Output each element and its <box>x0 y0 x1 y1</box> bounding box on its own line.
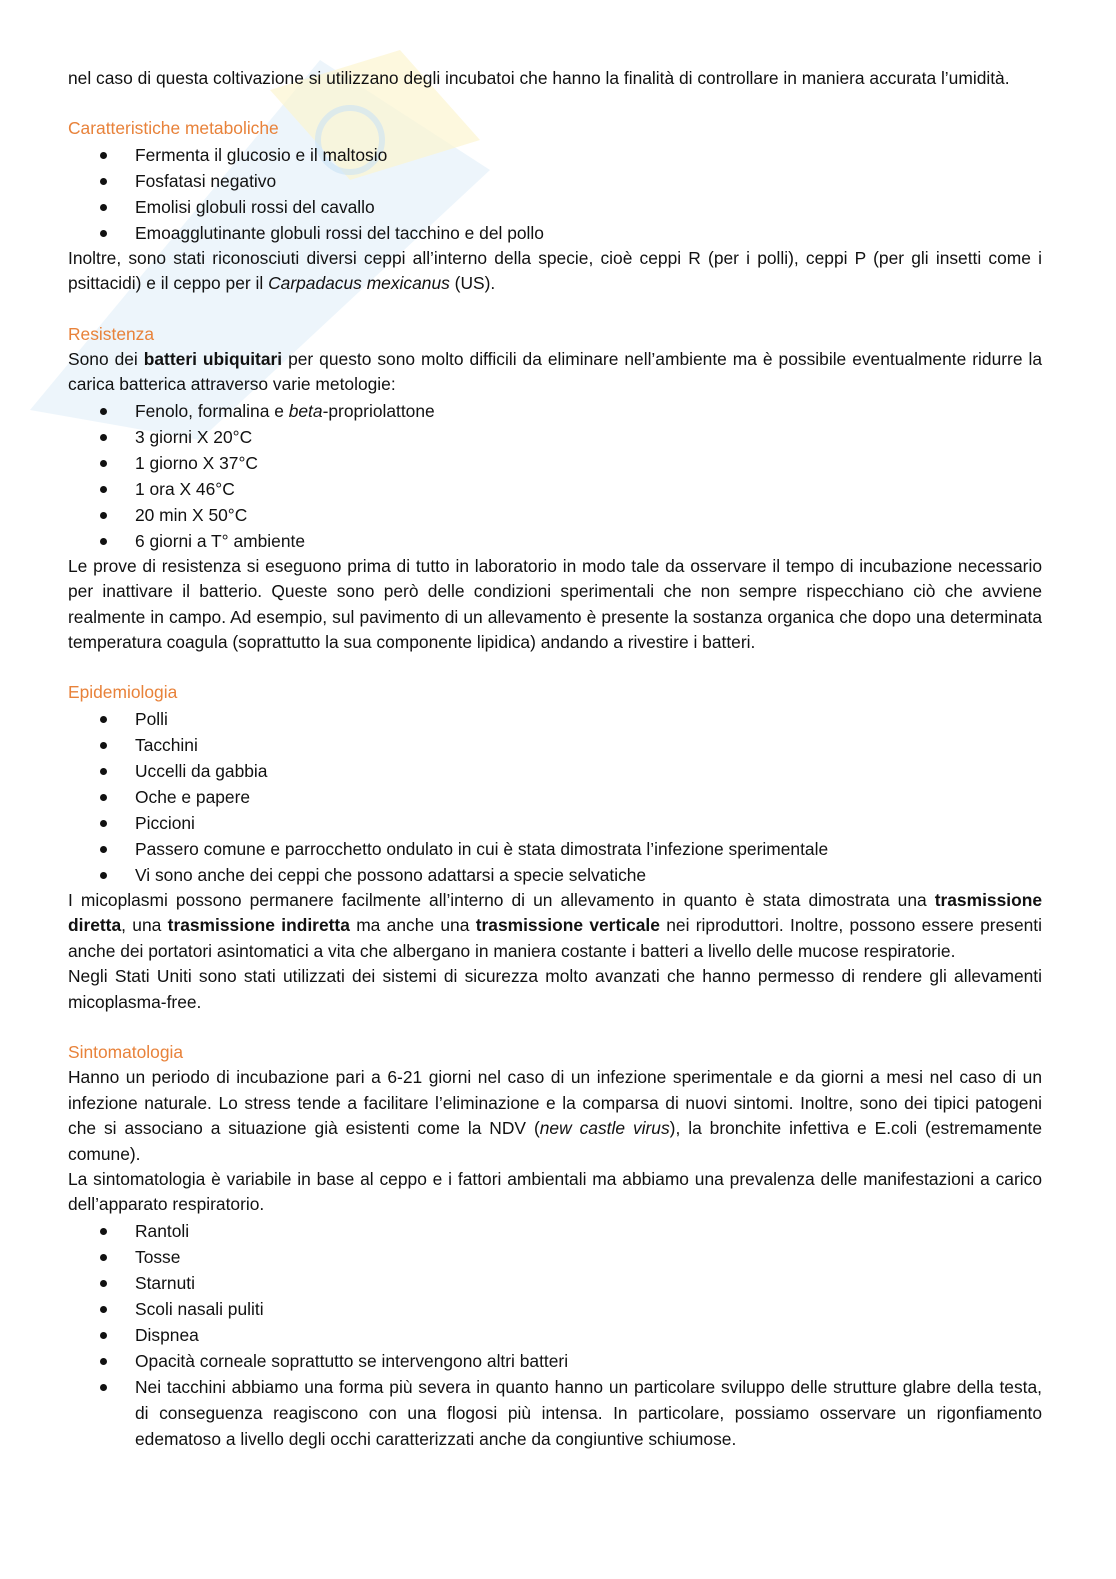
bullet-icon <box>100 820 107 827</box>
bullet-icon <box>100 486 107 493</box>
list-item: Nei tacchini abbiamo una forma più severa in quanto hanno un particolare sviluppo delle strutture glabre della testa, di conseguenza reagiscono con una flogosi più intensa. In particolare, possiamo osservare un rigonfiamento edematoso a livello degli occhi caratterizzati anche da congiuntive schiumose. <box>68 1374 1042 1452</box>
list-item: Uccelli da gabbia <box>68 758 1042 784</box>
bullet-icon <box>100 178 107 185</box>
bullet-icon <box>100 538 107 545</box>
transmission-paragraph: I micoplasmi possono permanere facilmente all’interno di un allevamento in quanto è stata dimostrata una trasmissione diretta, una trasmissione indiretta ma anche una trasmissione verticale nei riproduttori. Inoltre, possono essere presenti anche dei portatori asintomatici a vita che albergano in maniera costante i batteri a livello delle mucose respiratorie. <box>68 889 1042 961</box>
list-item: Fenolo, formalina e beta-propriolattone <box>68 398 1042 424</box>
bullet-icon <box>100 1384 107 1391</box>
incubation-paragraph: Hanno un periodo di incubazione pari a 6-21 giorni nel caso di un infezione sperimentale e da giorni a mesi nel caso di un infezione naturale. Lo stress tende a facilitare l’eliminazione e la comparsa di nuovi sintomi. Inoltre, sono dei tipici patogeni che si associano a situazione già esistenti come la NDV (new castle virus), la bronchite infettiva e E.coli (estremamente comune). <box>68 1067 1042 1164</box>
list-item: Fermenta il glucosio e il maltosio <box>68 142 1042 168</box>
list-item: Tacchini <box>68 732 1042 758</box>
list-item: Vi sono anche dei ceppi che possono adattarsi a specie selvatiche <box>68 862 1042 888</box>
bullet-icon <box>100 408 107 415</box>
list-item: Dispnea <box>68 1322 1042 1348</box>
list-item: Piccioni <box>68 810 1042 836</box>
bullet-icon <box>100 152 107 159</box>
list-item: Scoli nasali puliti <box>68 1296 1042 1322</box>
heading-metabolic: Caratteristiche metaboliche <box>68 118 279 139</box>
bullet-icon <box>100 434 107 441</box>
heading-symptoms: Sintomatologia <box>68 1041 184 1062</box>
bullet-icon <box>100 872 107 879</box>
list-item: 1 ora X 46°C <box>68 476 1042 502</box>
bullet-icon <box>100 512 107 519</box>
strains-paragraph: Inoltre, sono stati riconosciuti diversi ceppi all’interno della specie, cioè ceppi R (per i polli), ceppi P (per gli insetti come i psittacidi) e il ceppo per il Carpadacus mexicanus (US). <box>68 247 1042 294</box>
list-item: Oche e papere <box>68 784 1042 810</box>
list-item: 1 giorno X 37°C <box>68 450 1042 476</box>
bullet-icon <box>100 846 107 853</box>
bullet-icon <box>100 768 107 775</box>
bullet-icon <box>100 1228 107 1235</box>
heading-epidemiology: Epidemiologia <box>68 682 178 703</box>
bullet-icon <box>100 1332 107 1339</box>
usa-paragraph: Negli Stati Uniti sono stati utilizzati dei sistemi di sicurezza molto avanzati che hanno permesso di rendere gli allevamenti micoplasma-free. <box>68 966 1042 1012</box>
bullet-icon <box>100 1254 107 1261</box>
list-item: Passero comune e parrocchetto ondulato in cui è stata dimostrata l’infezione sperimentale <box>68 836 1042 862</box>
bullet-icon <box>100 742 107 749</box>
symptoms-paragraph: La sintomatologia è variabile in base al ceppo e i fattori ambientali ma abbiamo una prevalenza delle manifestazioni a carico dell’apparato respiratorio. <box>68 1168 1042 1215</box>
bullet-icon <box>100 1306 107 1313</box>
list-item: Emolisi globuli rossi del cavallo <box>68 194 1042 220</box>
bullet-icon <box>100 716 107 723</box>
bullet-icon <box>100 794 107 801</box>
list-item: Fosfatasi negativo <box>68 168 1042 194</box>
list-item: 20 min X 50°C <box>68 502 1042 528</box>
symptoms-list <box>68 1218 1042 1452</box>
list-item: Opacità corneale soprattutto se intervengono altri batteri <box>68 1348 1042 1374</box>
intro-paragraph: nel caso di questa coltivazione si utilizzano degli incubatoi che hanno la finalità di controllare in maniera accurata l’umidità. <box>68 68 1010 88</box>
heading-resistance: Resistenza <box>68 323 155 344</box>
bullet-icon <box>100 204 107 211</box>
epidemiology-list <box>68 706 1042 888</box>
resistance-intro: Sono dei batteri ubiquitari per questo sono molto difficili da eliminare nell’ambiente ma è possibile eventualmente ridurre la carica batterica attraverso varie metologie: <box>68 349 1042 395</box>
bullet-icon <box>100 230 107 237</box>
bullet-icon <box>100 1358 107 1365</box>
resistance-list <box>68 398 1042 554</box>
document-page <box>68 66 1042 1452</box>
list-item: 6 giorni a T° ambiente <box>68 528 1042 554</box>
list-item: Polli <box>68 706 1042 732</box>
list-item: Tosse <box>68 1244 1042 1270</box>
list-item: Rantoli <box>68 1218 1042 1244</box>
metabolic-list <box>68 142 1042 246</box>
list-item: Starnuti <box>68 1270 1042 1296</box>
list-item: 3 giorni X 20°C <box>68 424 1042 450</box>
bullet-icon <box>100 460 107 467</box>
bullet-icon <box>100 1280 107 1287</box>
resistance-tests-paragraph: Le prove di resistenza si eseguono prima di tutto in laboratorio in modo tale da osservare il tempo di incubazione necessario per inattivare il batterio. Queste sono però delle condizioni sperimentali che non sempre rispecchiano ciò che avviene realmente in campo. Ad esempio, sul pavimento di un allevamento è presente la sostanza organica che dopo una determinata temperatura coagula (soprattutto la sua componente lipidica) andando a rivestire i batteri. <box>68 555 1042 653</box>
list-item: Emoagglutinante globuli rossi del tacchino e del pollo <box>68 220 1042 246</box>
